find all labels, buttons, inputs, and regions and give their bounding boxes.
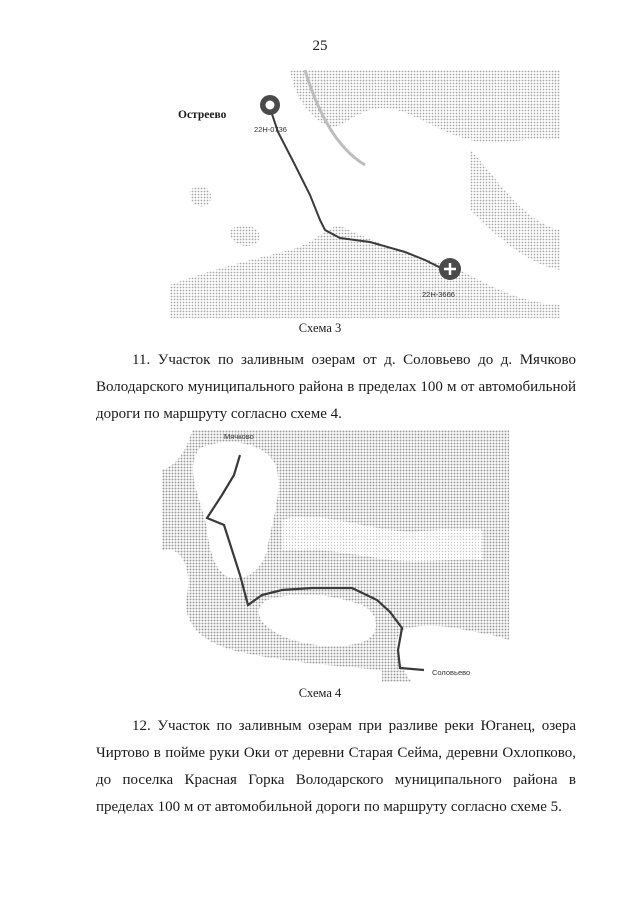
paragraph-line: 12. Участок по заливным озерам при разливе реки Юганец, озера (132, 718, 576, 734)
paragraph-line: Чиртово в пойме руки Оки от деревни Старая Сейма, деревни Охлопково, (96, 745, 576, 761)
map-terrain (190, 186, 211, 206)
village-label: Остреево (178, 109, 227, 121)
route-end-marker (439, 258, 461, 280)
map-terrain (470, 150, 560, 270)
scheme-3-caption: Схема 3 (298, 321, 342, 335)
paragraph-line: дороги по маршруту согласно схеме 4. (96, 406, 342, 422)
page-number: 25 (312, 38, 328, 54)
village-label: Мячково (224, 432, 254, 441)
paragraph-11 (96, 347, 576, 428)
scheme-3-map (170, 70, 560, 318)
village-label: Соловьево (432, 668, 471, 677)
scheme-4-caption: Схема 4 (298, 686, 342, 700)
road-code-label: 22Н-3666 (422, 290, 455, 299)
route-start-marker (260, 95, 280, 115)
paragraph-line: Володарского муниципального района в пределах 100 м от автомобильной (96, 379, 576, 395)
paragraph-line: до поселка Красная Горка Володарского муниципального района в (96, 772, 576, 788)
map-terrain (230, 226, 260, 246)
paragraph-12 (96, 713, 576, 821)
scheme-4-map (162, 430, 509, 682)
paragraph-line: 11. Участок по заливным озерам от д. Соловьево до д. Мячково (132, 352, 576, 368)
road-code-label: 22Н-0736 (254, 125, 287, 134)
paragraph-line: пределах 100 м от автомобильной дороги по маршруту согласно схеме 5. (96, 799, 562, 815)
map-terrain (170, 226, 560, 318)
